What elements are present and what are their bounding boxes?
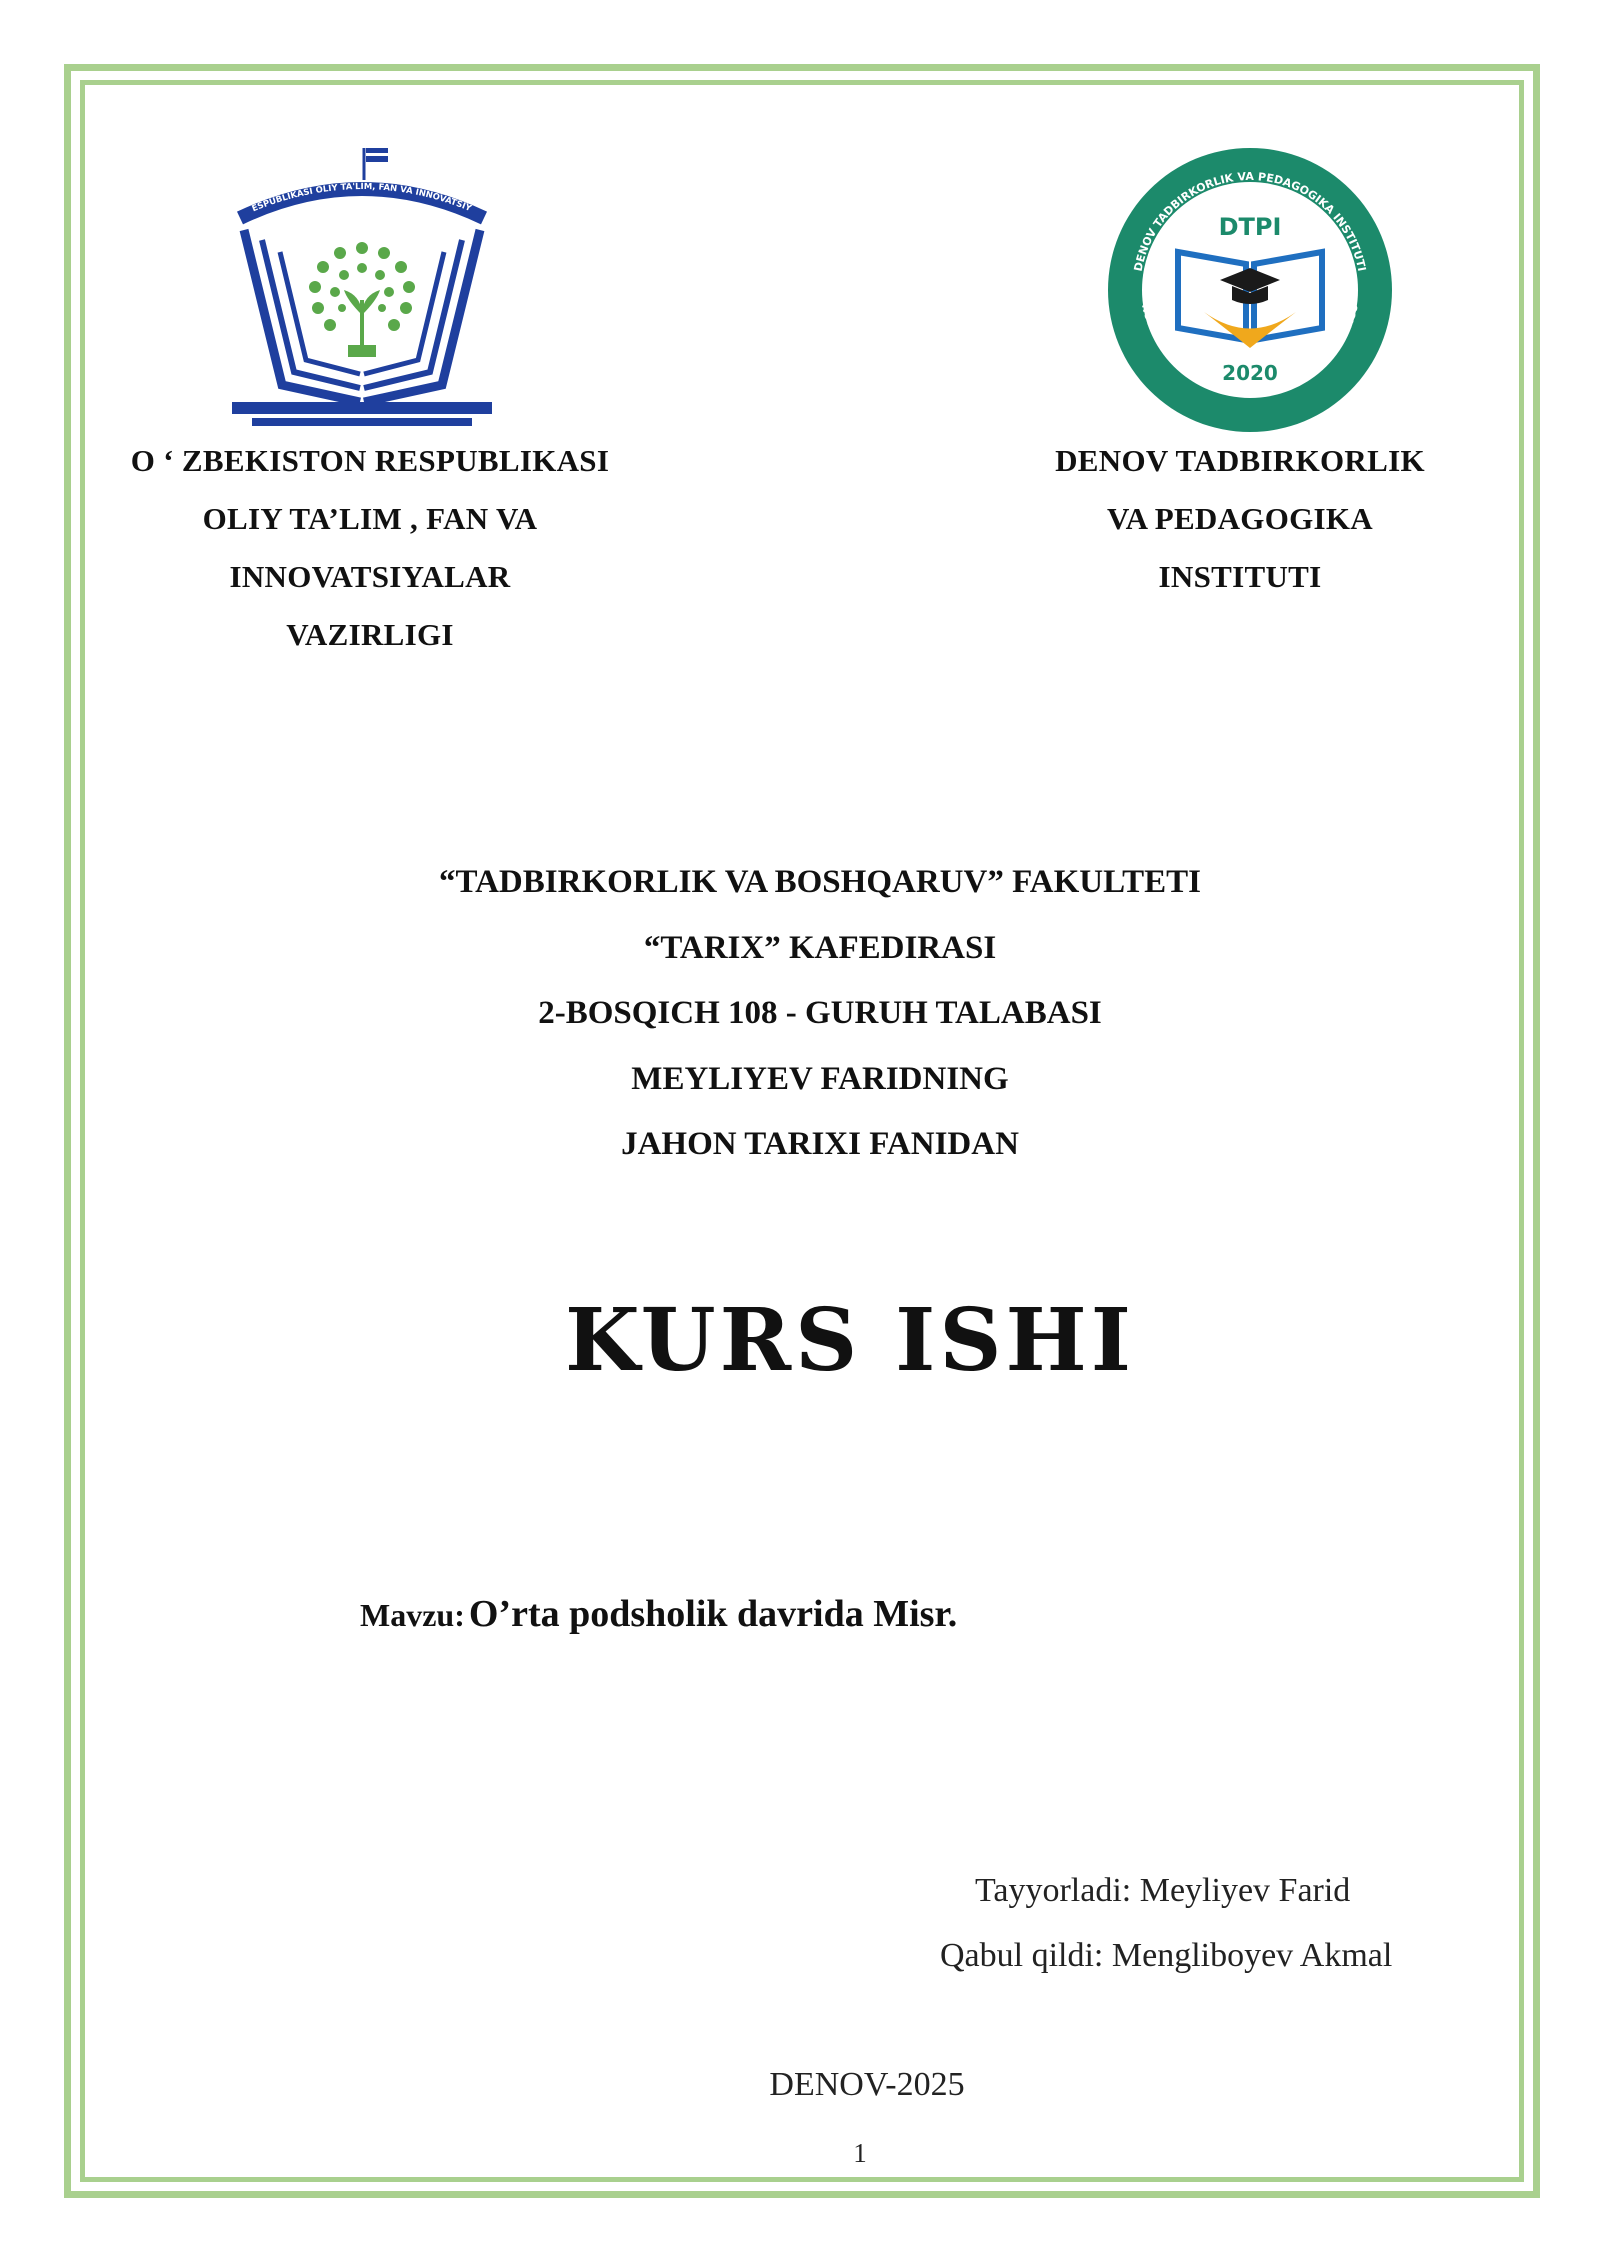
institute-name bbox=[1000, 432, 1480, 606]
institute-name-line: VA PEDAGOGIKA bbox=[1106, 501, 1373, 536]
dtpi-seal-icon bbox=[1100, 140, 1400, 440]
topic-label: Mavzu: bbox=[360, 1597, 465, 1633]
ministry-name-line: O ‘ ZBEKISTON RESPUBLIKASI bbox=[130, 443, 610, 478]
city-year: DENOV-2025 bbox=[769, 2066, 965, 2103]
prepared-by: Tayyorladi: Meyliyev Farid bbox=[975, 1872, 1351, 1909]
subject-line: JAHON TARIXI FANIDAN bbox=[621, 1126, 1019, 1162]
student-name-line: MEYLIYEV FARIDNING bbox=[631, 1060, 1009, 1097]
topic bbox=[360, 1592, 957, 1636]
ministry-name-line: VAZIRLIGI bbox=[286, 617, 454, 652]
ministry-name bbox=[100, 432, 640, 664]
topic-value: O’rta podsholik davrida Misr. bbox=[468, 1593, 958, 1635]
faculty-block bbox=[200, 850, 1440, 1178]
document-title: KURS ISHI bbox=[564, 1290, 1135, 1391]
ministry-emblem-icon bbox=[222, 140, 502, 430]
page-number: 1 bbox=[853, 2138, 867, 2168]
department-line: “TARIX” KAFEDIRASI bbox=[643, 929, 997, 966]
ministry-emblem-arch-text: ESPUBLIKASI OLIY TA'LIM, FAN VA INNOVATSIY bbox=[250, 181, 472, 215]
accepted-by: Qabul qildi: Mengliboyev Akmal bbox=[940, 1937, 1393, 1974]
institute-name-line: DENOV TADBIRKORLIK bbox=[1055, 443, 1425, 478]
dtpi-seal-year: 2020 bbox=[1222, 361, 1278, 385]
institute-name-line: INSTITUTI bbox=[1158, 559, 1322, 594]
ministry-name-line: INNOVATSIYALAR bbox=[229, 559, 511, 594]
dtpi-seal-ring-top-text: DENOV TADBIRKORLIK VA PEDAGOGIKA INSTITUTI bbox=[1131, 170, 1369, 273]
ministry-name-line: OLIY TA’LIM , FAN VA bbox=[202, 501, 538, 536]
dtpi-seal-ring-bottom-text: NOV INSTITUTE OF ENTREPRENEURSHIP AND PEDAGO bbox=[1138, 303, 1362, 398]
group-line: 2-BOSQICH 108 - GURUH TALABASI bbox=[538, 995, 1102, 1031]
dtpi-seal-abbr: DTPI bbox=[1218, 213, 1282, 241]
faculty-line: “TADBIRKORLIK VA BOSHQARUV” FAKULTETI bbox=[439, 864, 1201, 900]
